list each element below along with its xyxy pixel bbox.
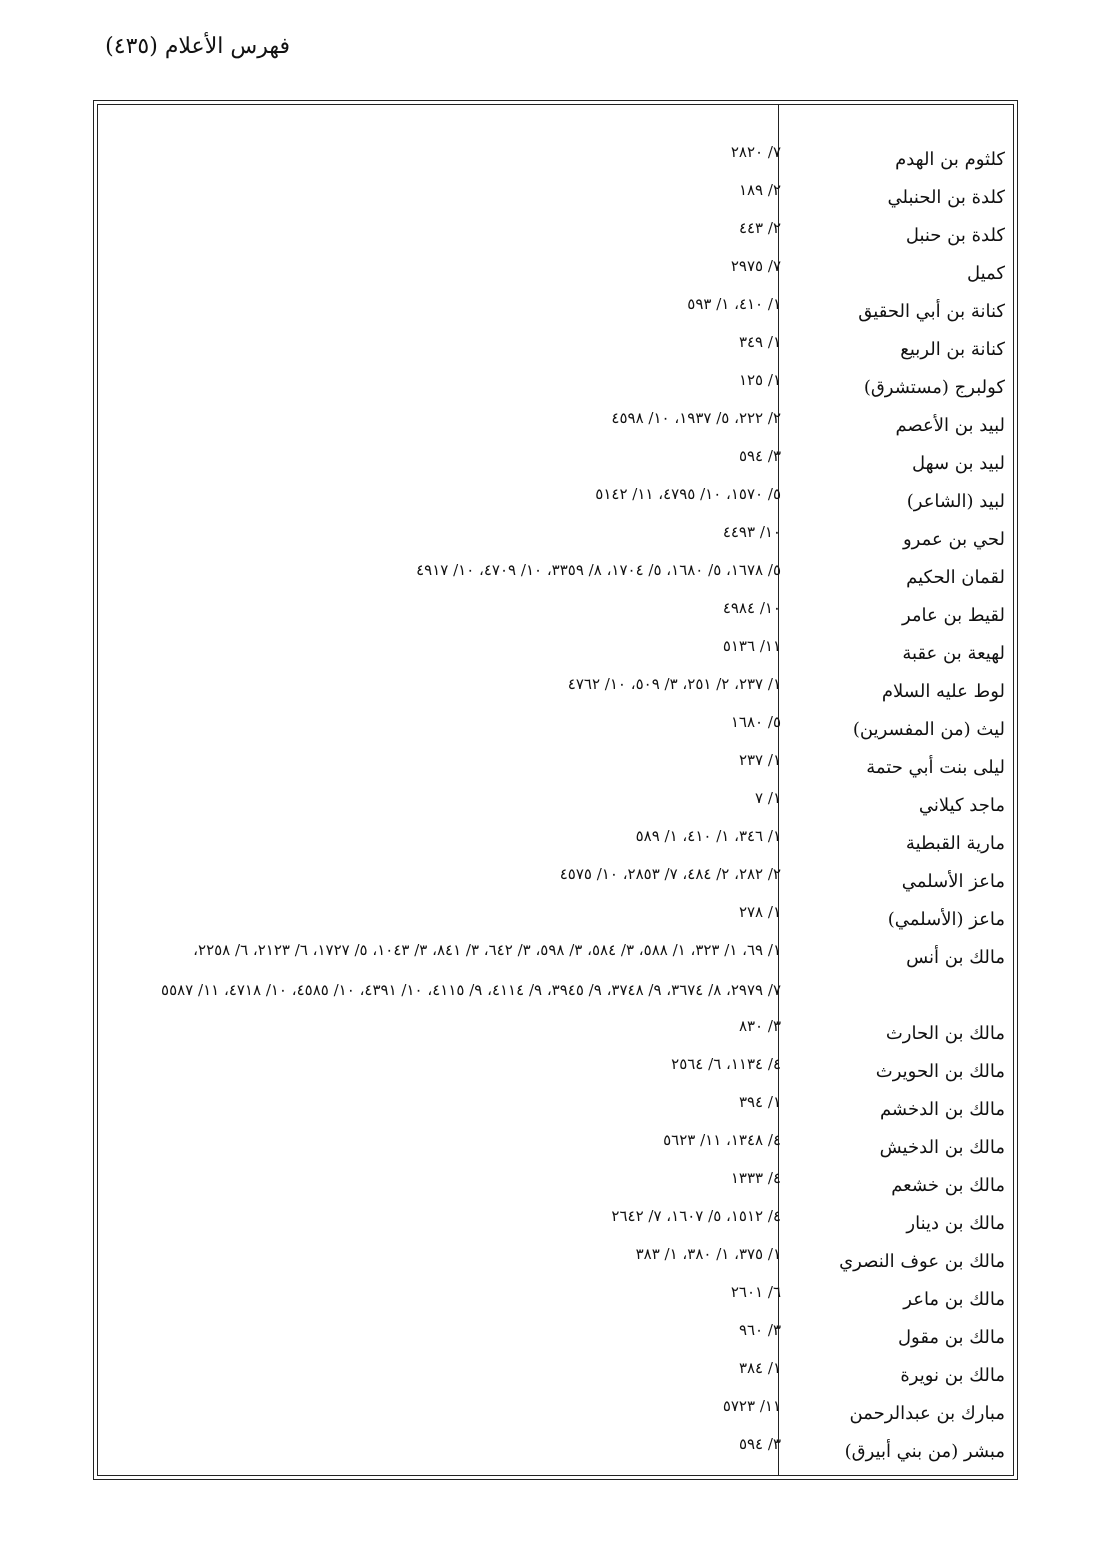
index-row	[98, 671, 1013, 709]
index-row	[98, 709, 1013, 747]
entry-name: ماعز (الأسلمي)	[887, 909, 1005, 930]
index-row	[98, 443, 1013, 481]
index-row	[98, 177, 1013, 215]
index-row	[98, 861, 1013, 899]
entry-refs: ١/ ٣٤٩	[738, 333, 781, 351]
entry-name: لبيد (الشاعر)	[906, 491, 1005, 512]
index-row	[98, 367, 1013, 405]
index-row	[98, 1241, 1013, 1279]
entry-refs: ١٠/ ٤٤٩٣	[722, 523, 781, 541]
index-row	[98, 1393, 1013, 1431]
header-title: فهرس الأعلام	[164, 34, 290, 59]
entry-refs: ١/ ٦٩، ١/ ٣٢٣، ١/ ٥٨٨، ٣/ ٥٨٤، ٣/ ٥٩٨، ٣/ ٦٤٢، ٣/ ٨٤١، ٣/ ١٠٤٣، ٥/ ١٧٢٧، ٦/ ٢١٢٣، ٦/ ٢٢٥٨،	[193, 941, 781, 959]
entry-name: كنانة بن أبي الحقيق	[858, 301, 1005, 322]
index-row	[98, 139, 1013, 177]
entry-refs: ٣/ ٩٦٠	[738, 1321, 781, 1339]
entry-name: ليلى بنت أبي حتمة	[866, 757, 1005, 778]
entry-refs: ٣/ ٥٩٤	[738, 447, 781, 465]
entry-refs: ٢/ ٢٢٢، ٥/ ١٩٣٧، ١٠/ ٤٥٩٨	[611, 409, 781, 427]
index-row	[98, 1089, 1013, 1127]
entry-name: مالك بن أنس	[906, 947, 1005, 968]
entry-name: مالك بن الحارث	[885, 1023, 1005, 1044]
index-row	[98, 291, 1013, 329]
index-row	[98, 595, 1013, 633]
index-row	[98, 823, 1013, 861]
index-row	[98, 519, 1013, 557]
index-row	[98, 1165, 1013, 1203]
entry-refs: ١/ ٣٨٤	[738, 1359, 781, 1377]
entry-name: مالك بن ماعر	[903, 1289, 1005, 1310]
entry-name: لبيد بن سهل	[912, 453, 1005, 474]
index-row	[98, 1013, 1013, 1051]
entry-refs: ٧/ ٢٩٧٥	[730, 257, 781, 275]
entry-name: كلثوم بن الهدم	[895, 149, 1005, 170]
entry-name: مارية القبطية	[905, 833, 1005, 854]
entry-refs: ٢/ ٢٨٢، ٢/ ٤٨٤، ٧/ ٢٨٥٣، ١٠/ ٤٥٧٥	[559, 865, 781, 883]
index-row	[98, 1051, 1013, 1089]
index-row	[98, 1355, 1013, 1393]
entry-refs: ١/ ٢٣٧	[738, 751, 781, 769]
index-table	[97, 104, 1014, 1476]
entry-refs: ١١/ ٥١٣٦	[722, 637, 781, 655]
index-row	[98, 1127, 1013, 1165]
entry-name: مالك بن مقول	[897, 1327, 1005, 1348]
entry-name: كنانة بن الربيع	[900, 339, 1005, 360]
entry-name: مالك بن الدخيش	[879, 1137, 1005, 1158]
entry-refs: ١/ ٣٧٥، ١/ ٣٨٠، ١/ ٣٨٣	[635, 1245, 781, 1263]
entry-name: كميل	[966, 263, 1005, 284]
entry-name: لحي بن عمرو	[902, 529, 1005, 550]
entry-name: مالك بن دينار	[906, 1213, 1005, 1234]
index-row	[98, 557, 1013, 595]
index-table-frame	[93, 100, 1018, 1480]
entry-name: لهيعة بن عقبة	[902, 643, 1005, 664]
entry-name: كلدة بن الحنبلي	[887, 187, 1005, 208]
index-row	[98, 215, 1013, 253]
entry-refs: ١/ ٣٩٤	[738, 1093, 781, 1111]
index-row	[98, 1279, 1013, 1317]
entry-name: مالك بن نويرة	[900, 1365, 1005, 1386]
entry-name: ماجد كيلاني	[918, 795, 1005, 816]
entry-name: كلدة بن حنبل	[905, 225, 1005, 246]
entry-refs: ٥/ ١٦٨٠	[730, 713, 781, 731]
entry-refs-continued: ٧/ ٢٩٧٩، ٨/ ٣٦٧٤، ٩/ ٣٧٤٨، ٩/ ٣٩٤٥، ٩/ ٤١١٤، ٩/ ٤١١٥، ١٠/ ٤٣٩١، ١٠/ ٤٥٨٥، ١٠/ ٤٧١٨، ١١/ ٥٥٨٧	[161, 981, 781, 999]
entry-name: مبارك بن عبدالرحمن	[849, 1403, 1005, 1424]
index-row	[98, 1431, 1013, 1469]
entry-refs: ٣/ ٥٩٤	[738, 1435, 781, 1453]
entry-refs: ١/ ٣٤٦، ١/ ٤١٠، ١/ ٥٨٩	[635, 827, 781, 845]
entry-refs: ٧/ ٢٨٢٠	[730, 143, 781, 161]
entry-refs: ٦/ ٢٦٠١	[730, 1283, 781, 1301]
entry-name: لقمان الحكيم	[906, 567, 1005, 588]
entry-refs: ١/ ١٢٥	[738, 371, 781, 389]
entry-name: مالك بن خشعم	[891, 1175, 1005, 1196]
entry-refs: ٥/ ١٥٧٠، ١٠/ ٤٧٩٥، ١١/ ٥١٤٢	[595, 485, 781, 503]
index-row	[98, 405, 1013, 443]
entry-refs: ١/ ٢٧٨	[738, 903, 781, 921]
index-row	[98, 633, 1013, 671]
entry-name: مالك بن الحويرث	[875, 1061, 1005, 1082]
entry-name: كولبرج (مستشرق)	[863, 377, 1005, 398]
index-row	[98, 747, 1013, 785]
entry-name: لوط عليه السلام	[881, 681, 1005, 702]
entry-refs: ١/ ٤١٠، ١/ ٥٩٣	[687, 295, 781, 313]
index-row	[98, 1203, 1013, 1241]
entry-name: مالك بن الدخشم	[879, 1099, 1005, 1120]
entry-name: مالك بن عوف النصري	[839, 1251, 1005, 1272]
entry-refs: ٢/ ٤٤٣	[738, 219, 781, 237]
entry-refs: ٢/ ١٨٩	[738, 181, 781, 199]
running-head	[100, 34, 290, 59]
entry-refs: ٤/ ١٥١٢، ٥/ ١٦٠٧، ٧/ ٢٦٤٢	[611, 1207, 781, 1225]
entry-refs: ١١/ ٥٧٢٣	[722, 1397, 781, 1415]
index-row	[98, 253, 1013, 291]
entry-refs: ٣/ ٨٣٠	[738, 1017, 781, 1035]
entry-refs: ٥/ ١٦٧٨، ٥/ ١٦٨٠، ٥/ ١٧٠٤، ٨/ ٣٣٥٩، ١٠/ ٤٧٠٩، ١٠/ ٤٩١٧	[416, 561, 781, 579]
index-row	[98, 329, 1013, 367]
entry-name: ماعز الأسلمي	[901, 871, 1005, 892]
entry-name: لبيد بن الأعصم	[895, 415, 1005, 436]
index-row	[98, 481, 1013, 519]
entry-name: مبشر (من بني أبيرق)	[844, 1441, 1005, 1462]
index-row	[98, 1317, 1013, 1355]
entry-name: ليث (من المفسرين)	[852, 719, 1005, 740]
entry-refs: ١٠/ ٤٩٨٤	[722, 599, 781, 617]
entry-refs: ٤/ ١٣٤٨، ١١/ ٥٦٢٣	[663, 1131, 781, 1149]
entry-refs: ١/ ٧	[755, 789, 781, 807]
index-row	[98, 785, 1013, 823]
entry-refs: ٤/ ١١٣٤، ٦/ ٢٥٦٤	[671, 1055, 781, 1073]
entry-refs: ٤/ ١٣٣٣	[730, 1169, 781, 1187]
index-row	[98, 937, 1013, 999]
page-number: (٤٣٥)	[105, 34, 158, 59]
index-row	[98, 899, 1013, 937]
entry-refs: ١/ ٢٣٧، ٢/ ٢٥١، ٣/ ٥٠٩، ١٠/ ٤٧٦٢	[567, 675, 781, 693]
entry-name: لقيط بن عامر	[901, 605, 1005, 626]
